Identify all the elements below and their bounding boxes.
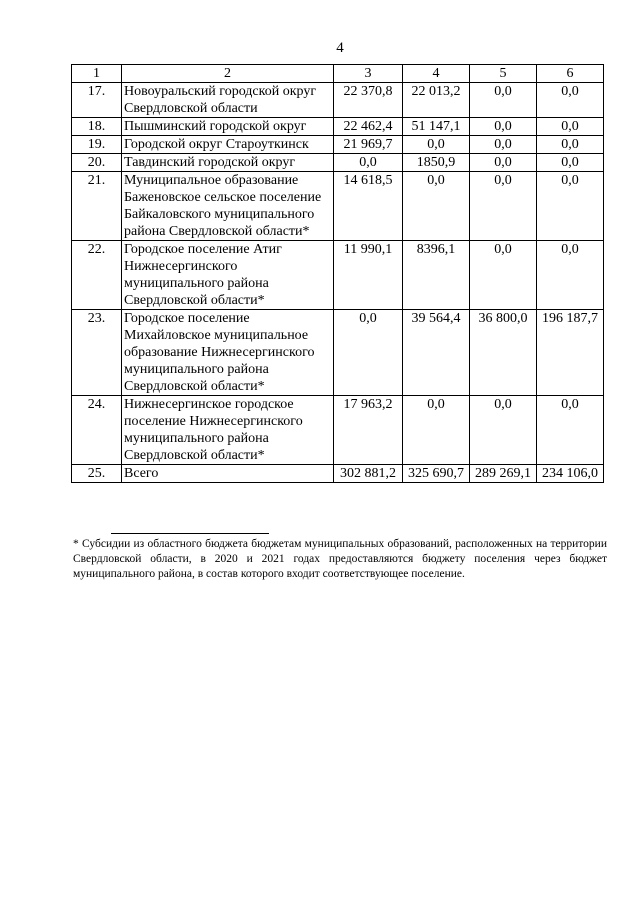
header-col-1: 1 xyxy=(72,65,122,83)
value-col-3: 22 370,8 xyxy=(334,83,403,118)
table-row xyxy=(72,83,604,118)
total-col-6: 234 106,0 xyxy=(537,465,604,483)
row-number: 25. xyxy=(72,465,122,483)
row-number: 20. xyxy=(72,154,122,172)
value-col-3: 22 462,4 xyxy=(334,118,403,136)
footnote-separator xyxy=(111,533,269,534)
value-col-5: 0,0 xyxy=(470,118,537,136)
header-col-2: 2 xyxy=(122,65,334,83)
value-col-5: 0,0 xyxy=(470,136,537,154)
municipality-name: Городское поселение Атиг Нижнесергинского муниципального района Свердловской области* xyxy=(122,241,334,310)
table-row xyxy=(72,172,604,241)
table-row xyxy=(72,118,604,136)
row-number: 23. xyxy=(72,310,122,396)
footnote-text: * Субсидии из областного бюджета бюджетам муниципальных образований, расположенных на территории Свердловской области, в 2020 и 2021 годах предоставляются бюджету поселения через бюджет муниципального района, в состав которого входит соответствующее поселение. xyxy=(73,538,607,580)
value-col-5: 0,0 xyxy=(470,83,537,118)
value-col-3: 11 990,1 xyxy=(334,241,403,310)
value-col-4: 1850,9 xyxy=(403,154,470,172)
row-number: 18. xyxy=(72,118,122,136)
value-col-5: 0,0 xyxy=(470,241,537,310)
value-col-6: 0,0 xyxy=(537,154,604,172)
total-col-4: 325 690,7 xyxy=(403,465,470,483)
value-col-3: 0,0 xyxy=(334,310,403,396)
table-row xyxy=(72,310,604,396)
value-col-3: 17 963,2 xyxy=(334,396,403,465)
subsidy-table xyxy=(71,64,604,483)
table-total-row xyxy=(72,465,604,483)
value-col-5: 0,0 xyxy=(470,172,537,241)
value-col-6: 0,0 xyxy=(537,136,604,154)
row-number: 21. xyxy=(72,172,122,241)
municipality-name: Новоуральский городской округ Свердловской области xyxy=(122,83,334,118)
header-col-3: 3 xyxy=(334,65,403,83)
municipality-name: Муниципальное образование Баженовское сельское поселение Байкаловского муниципального района Свердловской области* xyxy=(122,172,334,241)
value-col-6: 0,0 xyxy=(537,118,604,136)
value-col-4: 0,0 xyxy=(403,172,470,241)
page-number: 4 xyxy=(336,40,344,56)
row-number: 19. xyxy=(72,136,122,154)
value-col-5: 0,0 xyxy=(470,154,537,172)
value-col-6: 0,0 xyxy=(537,241,604,310)
total-col-5: 289 269,1 xyxy=(470,465,537,483)
value-col-6: 0,0 xyxy=(537,83,604,118)
value-col-5: 0,0 xyxy=(470,396,537,465)
row-number: 22. xyxy=(72,241,122,310)
table-row xyxy=(72,241,604,310)
header-col-5: 5 xyxy=(470,65,537,83)
row-number: 24. xyxy=(72,396,122,465)
municipality-name: Пышминский городской округ xyxy=(122,118,334,136)
value-col-6: 0,0 xyxy=(537,396,604,465)
value-col-4: 39 564,4 xyxy=(403,310,470,396)
table-row xyxy=(72,154,604,172)
value-col-5: 36 800,0 xyxy=(470,310,537,396)
value-col-4: 22 013,2 xyxy=(403,83,470,118)
value-col-4: 0,0 xyxy=(403,396,470,465)
total-label: Всего xyxy=(122,465,334,483)
value-col-3: 21 969,7 xyxy=(334,136,403,154)
value-col-3: 14 618,5 xyxy=(334,172,403,241)
municipality-name: Городской округ Староуткинск xyxy=(122,136,334,154)
table-row xyxy=(72,136,604,154)
value-col-4: 51 147,1 xyxy=(403,118,470,136)
value-col-4: 8396,1 xyxy=(403,241,470,310)
value-col-6: 0,0 xyxy=(537,172,604,241)
value-col-3: 0,0 xyxy=(334,154,403,172)
municipality-name: Нижнесергинское городское поселение Нижнесергинского муниципального района Свердловской области* xyxy=(122,396,334,465)
value-col-4: 0,0 xyxy=(403,136,470,154)
municipality-name: Тавдинский городской округ xyxy=(122,154,334,172)
header-col-4: 4 xyxy=(403,65,470,83)
row-number: 17. xyxy=(72,83,122,118)
municipality-name: Городское поселение Михайловское муниципальное образование Нижнесергинского муниципального района Свердловской области* xyxy=(122,310,334,396)
header-col-6: 6 xyxy=(537,65,604,83)
total-col-3: 302 881,2 xyxy=(334,465,403,483)
table-row xyxy=(72,396,604,465)
value-col-6: 196 187,7 xyxy=(537,310,604,396)
table-header-row xyxy=(72,65,604,83)
